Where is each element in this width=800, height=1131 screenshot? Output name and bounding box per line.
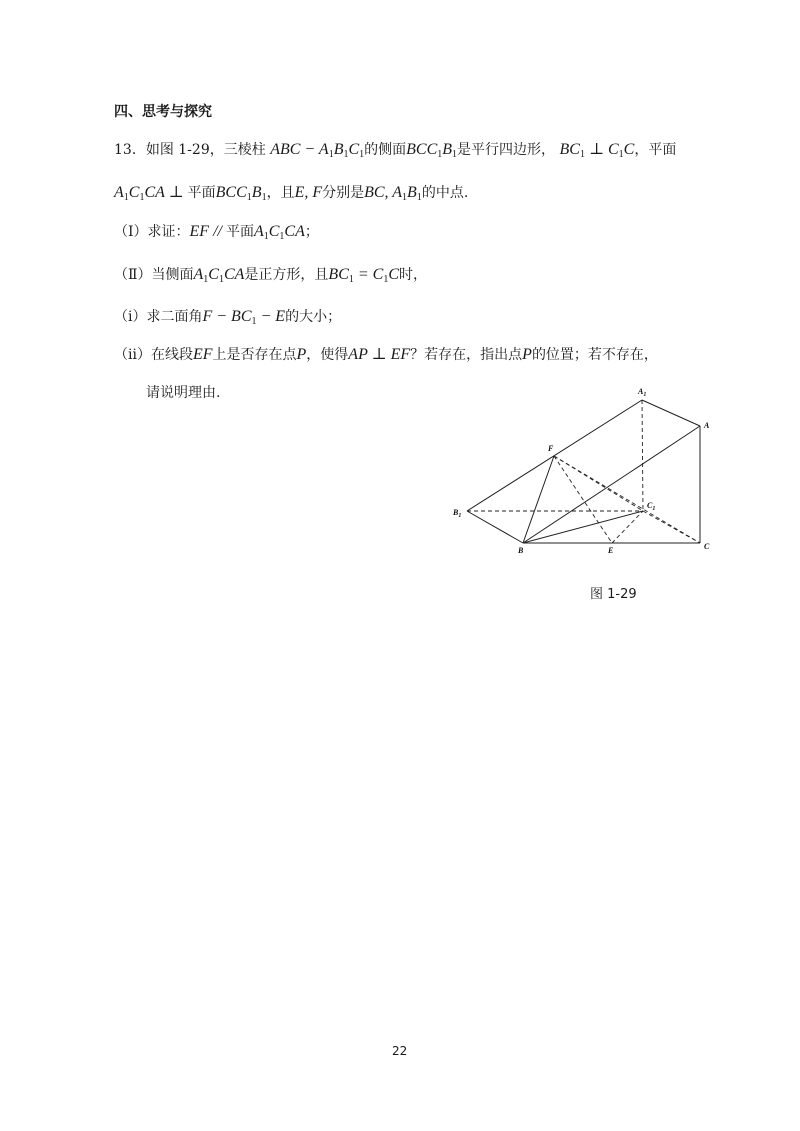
label-e: E: [608, 546, 614, 555]
math-point-p: P: [296, 346, 307, 363]
edge-b-f: [523, 456, 554, 543]
math-dihedral: $F - BC_1 - E$: [202, 308, 286, 327]
page-number: 22: [392, 1044, 408, 1058]
sub-part-ii-tail: 请说明理由.: [146, 385, 221, 401]
math-ap-perp: AP ⊥ EF: [348, 346, 411, 363]
hidden-e-c1: [612, 511, 643, 543]
label-f: F: [548, 444, 554, 453]
hidden-c1-c: [643, 511, 700, 543]
hidden-a1-c1: [642, 400, 643, 511]
math-segment: EF: [192, 346, 213, 363]
math-prism: ABC − $A_1B_1C_1$: [270, 141, 365, 160]
label-b1: $B_1$: [453, 508, 462, 519]
problem-number: 13．: [114, 142, 146, 158]
label-c: C: [704, 542, 710, 551]
math-perp-1: $BC_1$ ⊥ $C_1C$: [559, 141, 635, 160]
part-2: （Ⅱ）当侧面$A_1C_1CA$是正方形，且$BC_1 = C_1C$时，: [114, 266, 428, 285]
label-c1: $C_1$: [647, 501, 656, 512]
figure-caption: 图 1-29: [590, 587, 637, 602]
math-plane-3: $A_1C_1CA$: [253, 223, 305, 242]
edge-b1-b: [467, 511, 523, 543]
prism-figure: [440, 380, 730, 570]
sub-part-i: （ⅰ）求二面角$F - BC_1 - E$的大小；: [114, 308, 342, 327]
edge-a1-a: [642, 400, 700, 426]
sub-part-ii: （ⅱ）在线段EF上是否存在点P，使得AP ⊥ EF？若存在，指出点P的位置；若不存在，: [114, 346, 658, 363]
label-a1: $A_1$: [638, 387, 647, 398]
section-title: 四、思考与探究: [114, 104, 212, 120]
label-a: A: [704, 421, 710, 430]
math-ef: E, F: [294, 184, 323, 201]
math-face-2: $A_1C_1CA$: [193, 266, 245, 285]
math-midpoints: BC, $A_1B_1$: [364, 184, 422, 203]
math-equal: $BC_1 = C_1C$: [328, 266, 400, 285]
math-ef-parallel: EF //: [189, 223, 226, 240]
hidden-f-e: [554, 456, 612, 543]
part-1: （Ⅰ）求证：EF // 平面$A_1C_1CA$；: [114, 223, 319, 242]
math-face: $BCC_1B_1$: [406, 141, 458, 160]
problem-line-2: $A_1C_1CA$ ⊥ 平面$BCC_1B_1$，且E, F分别是BC, $A_1B_1$的中点.: [114, 184, 469, 203]
hidden-f-c: [554, 456, 700, 543]
math-plane-1: $A_1C_1CA$ ⊥: [114, 184, 188, 203]
math-point-p-2: P: [522, 346, 532, 363]
label-b: B: [518, 546, 524, 555]
math-plane-2: $BCC_1B_1$: [215, 184, 267, 203]
problem-line-1: 13．如图 1-29，三棱柱 ABC − $A_1B_1C_1$的侧面$BCC_1B_1$是平行四边形， $BC_1$ ⊥ $C_1C$，平面: [114, 141, 677, 160]
edge-b-c1: [523, 511, 643, 543]
